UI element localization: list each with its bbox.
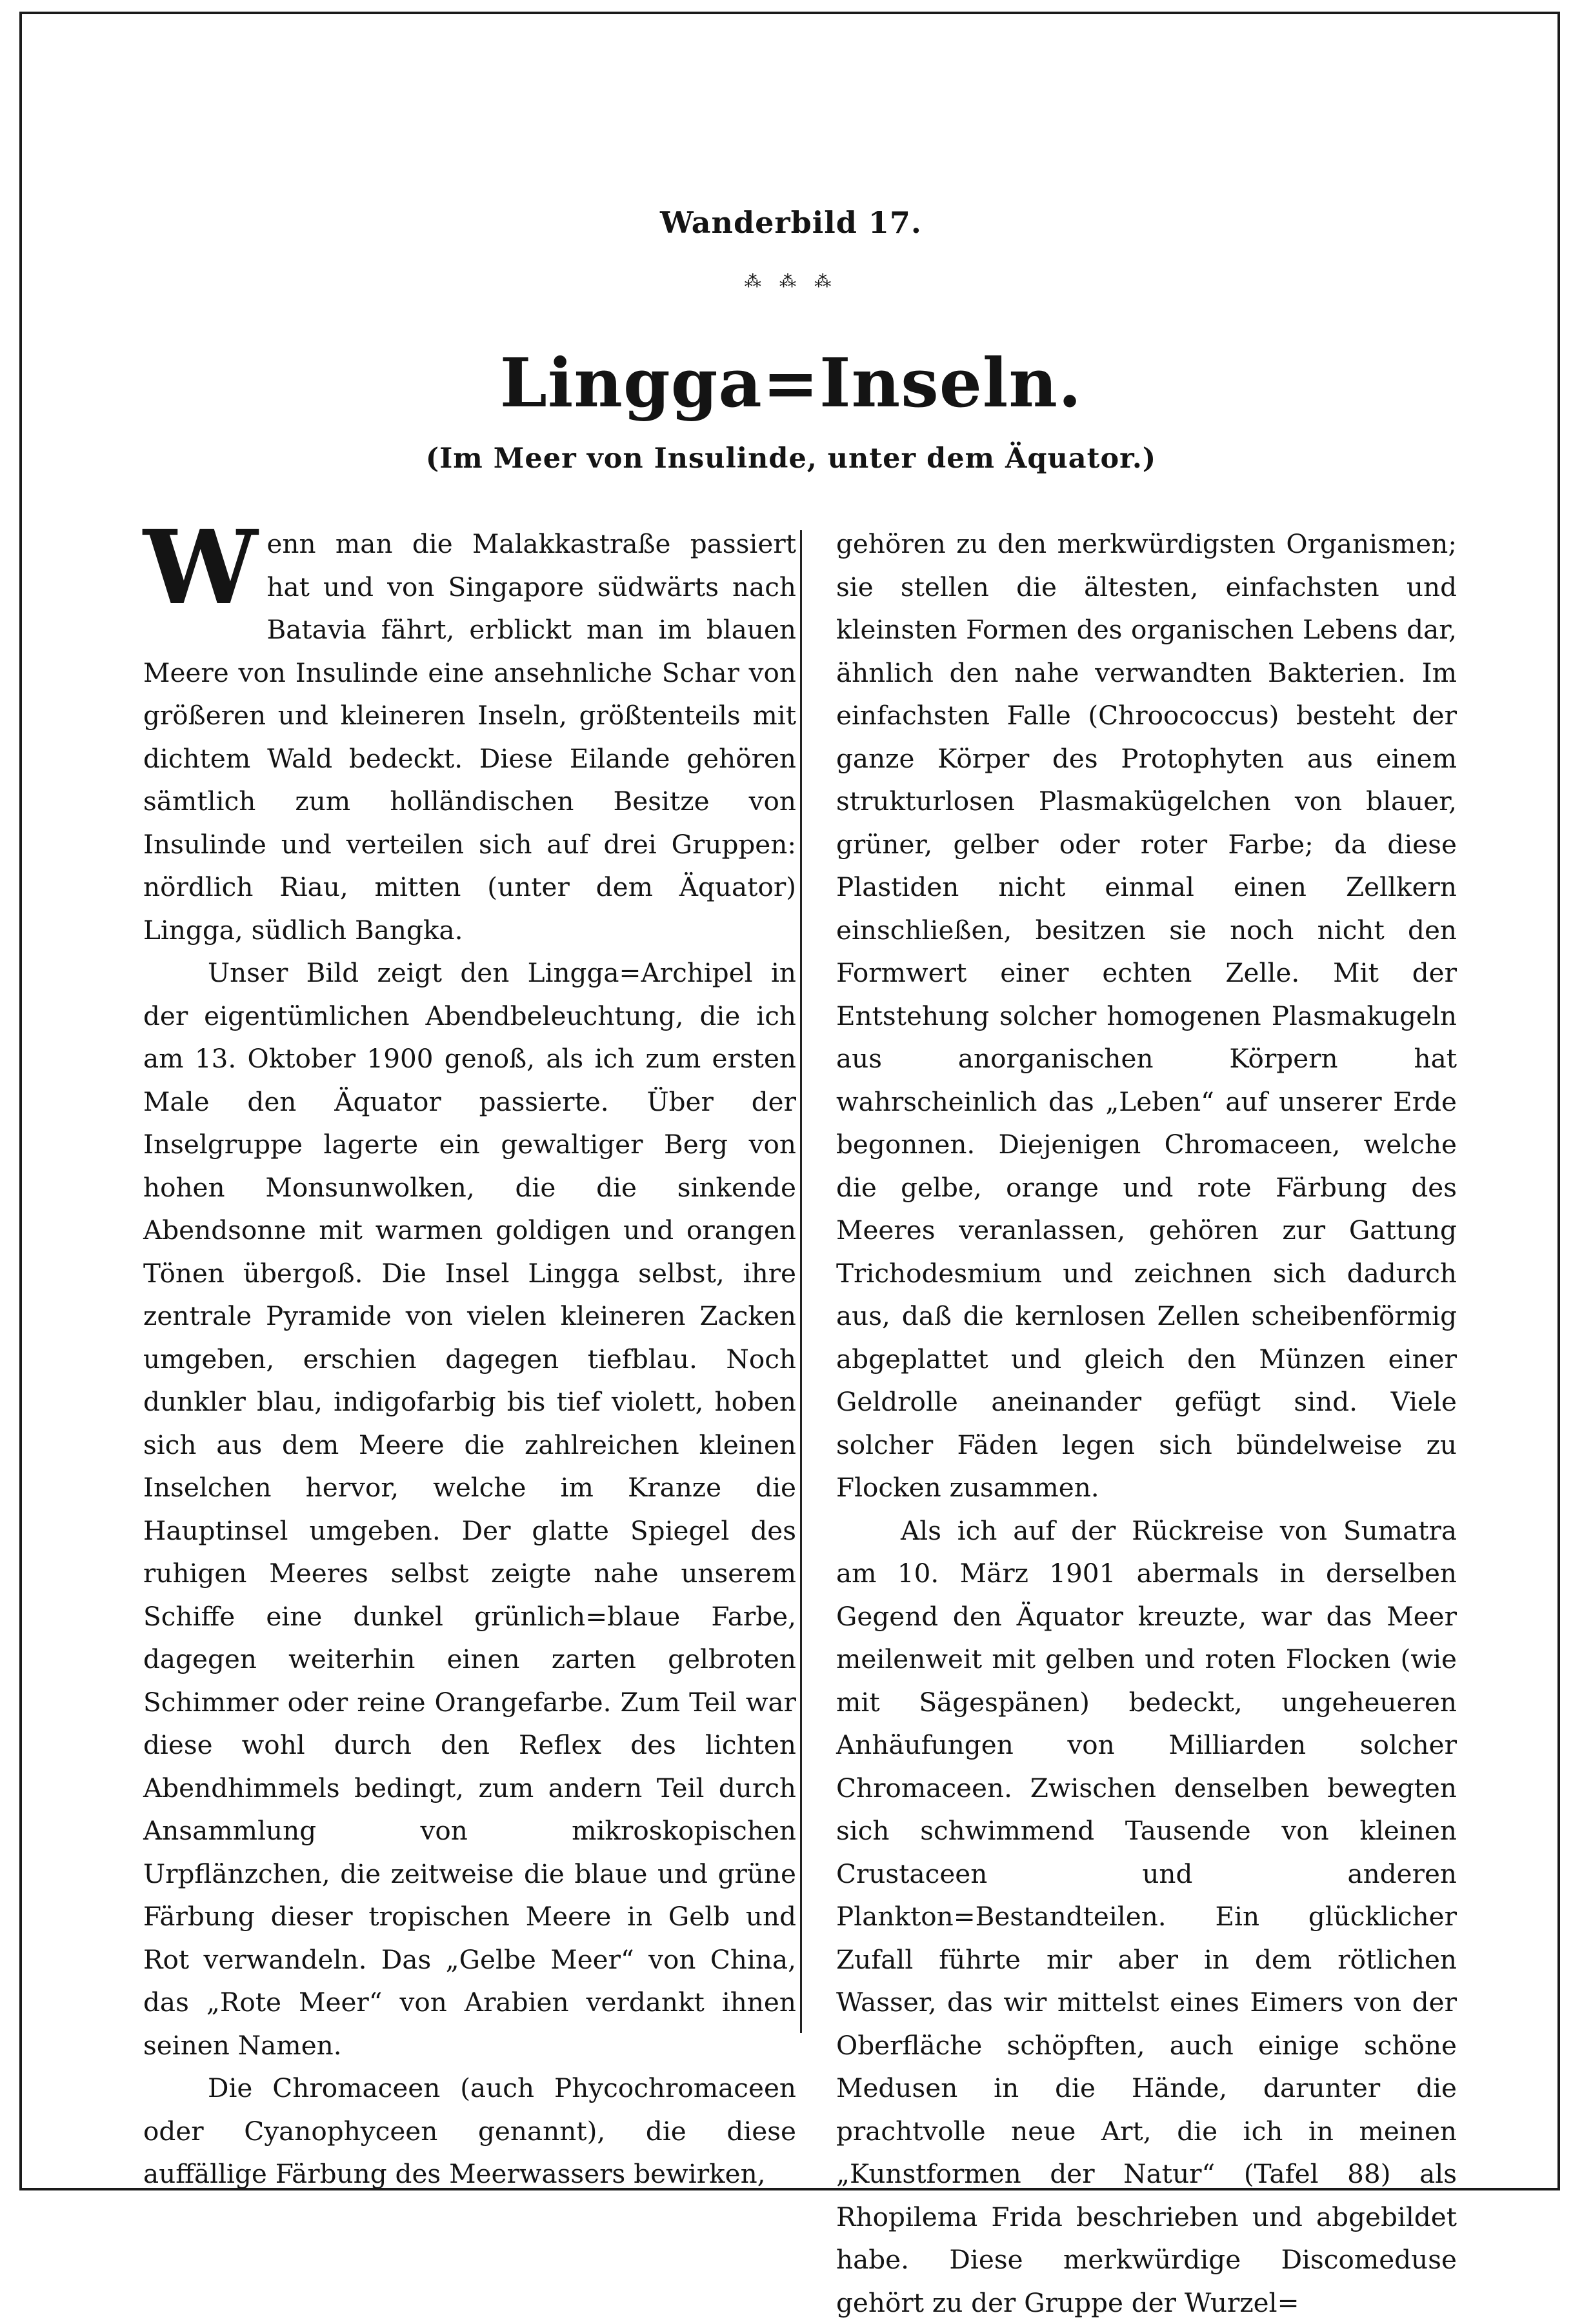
page-title: Lingga=Inseln. xyxy=(0,343,1582,422)
paragraph-5: Als ich auf der Rückreise von Sumatra am 10. März 1901 abermals in derselben Gegend den Äquator kreuzte, war das Meer meilenweit mit gelben und roten Flocken (wie mit Sägespänen) bedeckt, ungeheueren Anhäufungen von Milliarden solcher Chromaceen. Zwischen denselben bewegten sich schwimmend Tausende von kleinen Crustaceen und anderen Plankton=Bestandteilen. Ein glücklicher Zufall führte mir aber in dem rötlichen Wasser, das wir mittelst eines Eimers von der Oberfläche schöpften, auch einige schöne Medusen in die Hände, darunter die prachtvolle neue Art, die ich in meinen „Kunstformen der Natur“ (Tafel 88) als Rhopilema Frida beschrieben und abgebildet habe. Diese merkwürdige Discomeduse gehört zu der Gruppe der Wurzel= xyxy=(836,1509,1457,2324)
paragraph-3: Die Chromaceen (auch Phycochromaceen oder Cyanophyceen genannt), die diese auffällige Färbung des Meerwassers bewirken, xyxy=(143,2067,796,2196)
paragraph-1 xyxy=(143,522,796,951)
drop-cap: W xyxy=(143,526,257,610)
ornament-divider: ⁂ ⁂ ⁂ xyxy=(0,272,1582,292)
page-subtitle: (Im Meer von Insulinde, unter dem Äquator.) xyxy=(0,442,1582,475)
series-heading: Wanderbild 17. xyxy=(0,205,1582,240)
paragraph-1-text: enn man die Malakkastraße passiert hat und von Singapore südwärts nach Batavia fährt, erblickt man im blauen Meere von Insulinde eine ansehnliche Schar von größeren und kleineren Inseln, größtenteils mit dichtem Wald bedeckt. Diese Eilande gehören sämtlich zum holländischen Besitze von Insulinde und verteilen sich auf drei Gruppen: nördlich Riau, mitten (unter dem Äquator) Lingga, südlich Bangka. xyxy=(143,528,796,946)
right-column xyxy=(836,522,1457,2038)
paragraph-2: Unser Bild zeigt den Lingga=Archipel in der eigentümlichen Abendbeleuchtung, die ich am 13. Oktober 1900 genoß, als ich zum ersten Male den Äquator passierte. Über der Inselgruppe lagerte ein gewaltiger Berg von hohen Monsunwolken, die die sinkende Abendsonne mit warmen goldigen und orangen Tönen übergoß. Die Insel Lingga selbst, ihre zentrale Pyramide von vielen kleineren Zacken umgeben, erschien dagegen tiefblau. Noch dunkler blau, indigofarbig bis tief violett, hoben sich aus dem Meere die zahlreichen kleinen Inselchen hervor, welche im Kranze die Hauptinsel umgeben. Der glatte Spiegel des ruhigen Meeres selbst zeigte nahe unserem Schiffe eine dunkel grünlich=blaue Farbe, dagegen weiterhin einen zarten gelbroten Schimmer oder reine Orangefarbe. Zum Teil war diese wohl durch den Reflex des lichten Abendhimmels bedingt, zum andern Teil durch Ansammlung von mikroskopischen Urpflänzchen, die zeitweise die blaue und grüne Färbung dieser tropischen Meere in Gelb und Rot verwandeln. Das „Gelbe Meer“ von China, das „Rote Meer“ von Arabien verdankt ihnen seinen Namen. xyxy=(143,951,796,2067)
paragraph-4: gehören zu den merkwürdigsten Organismen; sie stellen die ältesten, einfachsten und kleinsten Formen des organischen Lebens dar, ähnlich den nahe verwandten Bakterien. Im einfachsten Falle (Chroococcus) besteht der ganze Körper des Protophyten aus einem strukturlosen Plasmakügelchen von blauer, grüner, gelber oder roter Farbe; da diese Plastiden nicht einmal einen Zellkern einschließen, besitzen sie noch nicht den Formwert einer echten Zelle. Mit der Entstehung solcher homogenen Plasmakugeln aus anorganischen Körpern hat wahrscheinlich das „Leben“ auf unserer Erde begonnen. Diejenigen Chromaceen, welche die gelbe, orange und rote Färbung des Meeres veranlassen, gehören zur Gattung Trichodesmium und zeichnen sich dadurch aus, daß die kernlosen Zellen scheibenförmig abgeplattet und gleich den Münzen einer Geldrolle aneinander gefügt sind. Viele solcher Fäden legen sich bündelweise zu Flocken zusammen. xyxy=(836,522,1457,1509)
column-divider xyxy=(800,530,802,2033)
left-column xyxy=(143,522,796,2038)
